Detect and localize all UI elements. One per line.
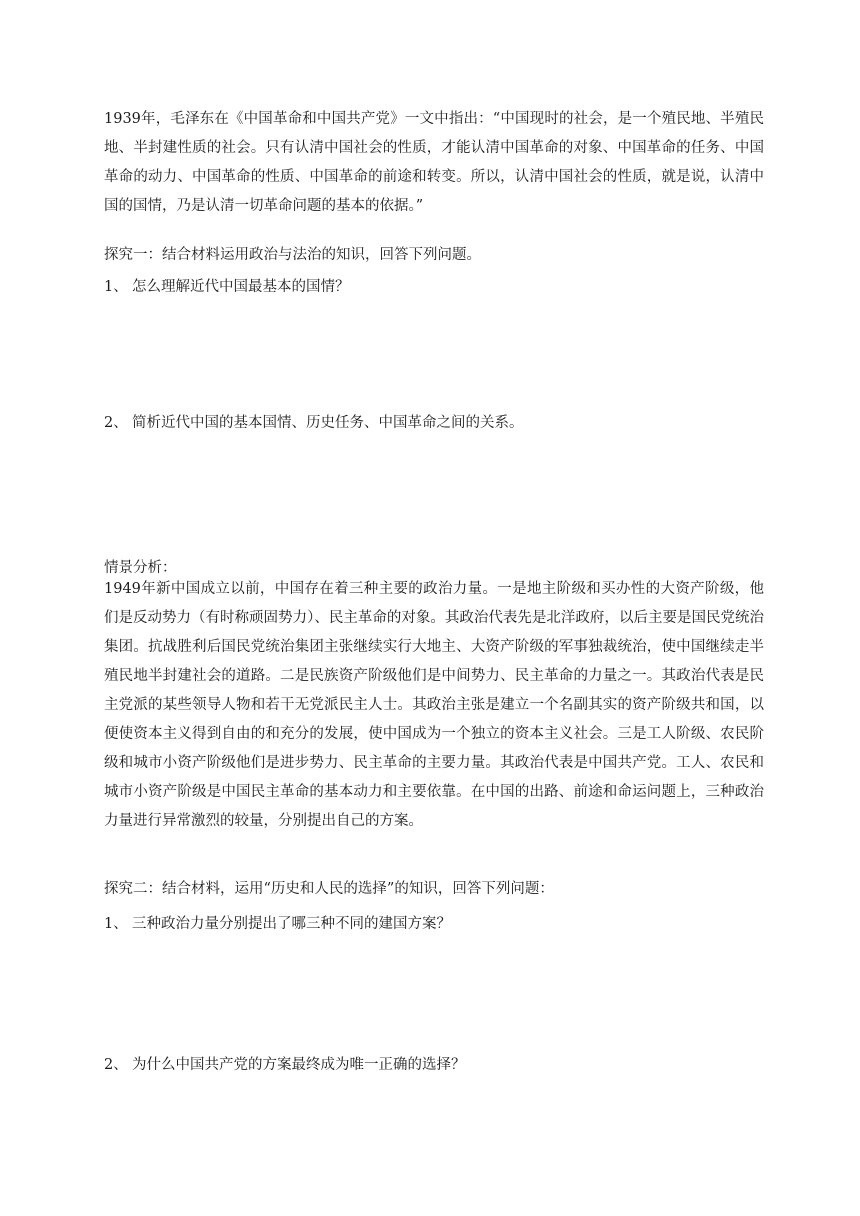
question-number: 1、	[104, 279, 128, 295]
question-text: 为什么中国共产党的方案最终成为唯一正确的选择？	[132, 1057, 466, 1073]
material-paragraph: 1949年新中国成立以前，中国存在着三种主要的政治力量。一是地主阶级和买办性的大资产阶级，他们是反动势力（有时称顽固势力）、民主革命的对象。其政治代表先是北洋政府，以后主要是国民党统治集团。抗战胜利后国民党统治集团主张继续实行大地主、大资产阶级的军事独裁统治，使中国继续走半殖民地半封建社会的道路。二是民族资产阶级他们是中间势力、民主革命的力量之一。其政治代表是民主党派的某些领导人物和若干无党派民主人士。其政治主张是建立一个名副其实的资产阶级共和国，以便使资本主义得到自由的和充分的发展，使中国成为一个独立的资本主义社会。三是工人阶级、农民阶级和城市小资产阶级他们是进步势力、民主革命的主要力量。其政治代表是中国共产党。工人、农民和城市小资产阶级是中国民主革命的基本动力和主要依靠。在中国的出路、前途和命运问题上，三种政治力量进行异常激烈的较量，分别提出自己的方案。	[104, 581, 764, 829]
question-number: 2、	[104, 1057, 128, 1073]
inquiry-one-question-1	[104, 276, 350, 298]
scenario-heading: 情景分析：	[104, 560, 177, 576]
question-text: 怎么理解近代中国最基本的国情？	[132, 279, 350, 295]
inquiry-one-title: 探究一：结合材料运用政治与法治的知识，回答下列问题。	[104, 247, 481, 263]
question-text: 简析近代中国的基本国情、历史任务、中国革命之间的关系。	[132, 415, 524, 431]
quote-paragraph: 1939年，毛泽东在《中国革命和中国共产党》一文中指出：“中国现时的社会，是一个殖民地、半殖民地、半封建性质的社会。只有认清中国社会的性质，才能认清中国革命的对象、中国革命的任务、中国革命的动力、中国革命的性质、中国革命的前途和转变。所以，认清中国社会的性质，就是说，认清中国的国情，乃是认清一切革命问题的基本的依据。”	[104, 111, 764, 214]
question-number: 2、	[104, 415, 128, 431]
question-text: 三种政治力量分别提出了哪三种不同的建国方案？	[132, 916, 451, 932]
inquiry-two-title: 探究二：结合材料，运用“历史和人民的选择”的知识，回答下列问题：	[104, 881, 554, 897]
inquiry-one-question-2	[104, 412, 524, 434]
inquiry-two-question-2	[104, 1054, 466, 1076]
question-number: 1、	[104, 916, 128, 932]
inquiry-two-question-1	[104, 913, 451, 935]
